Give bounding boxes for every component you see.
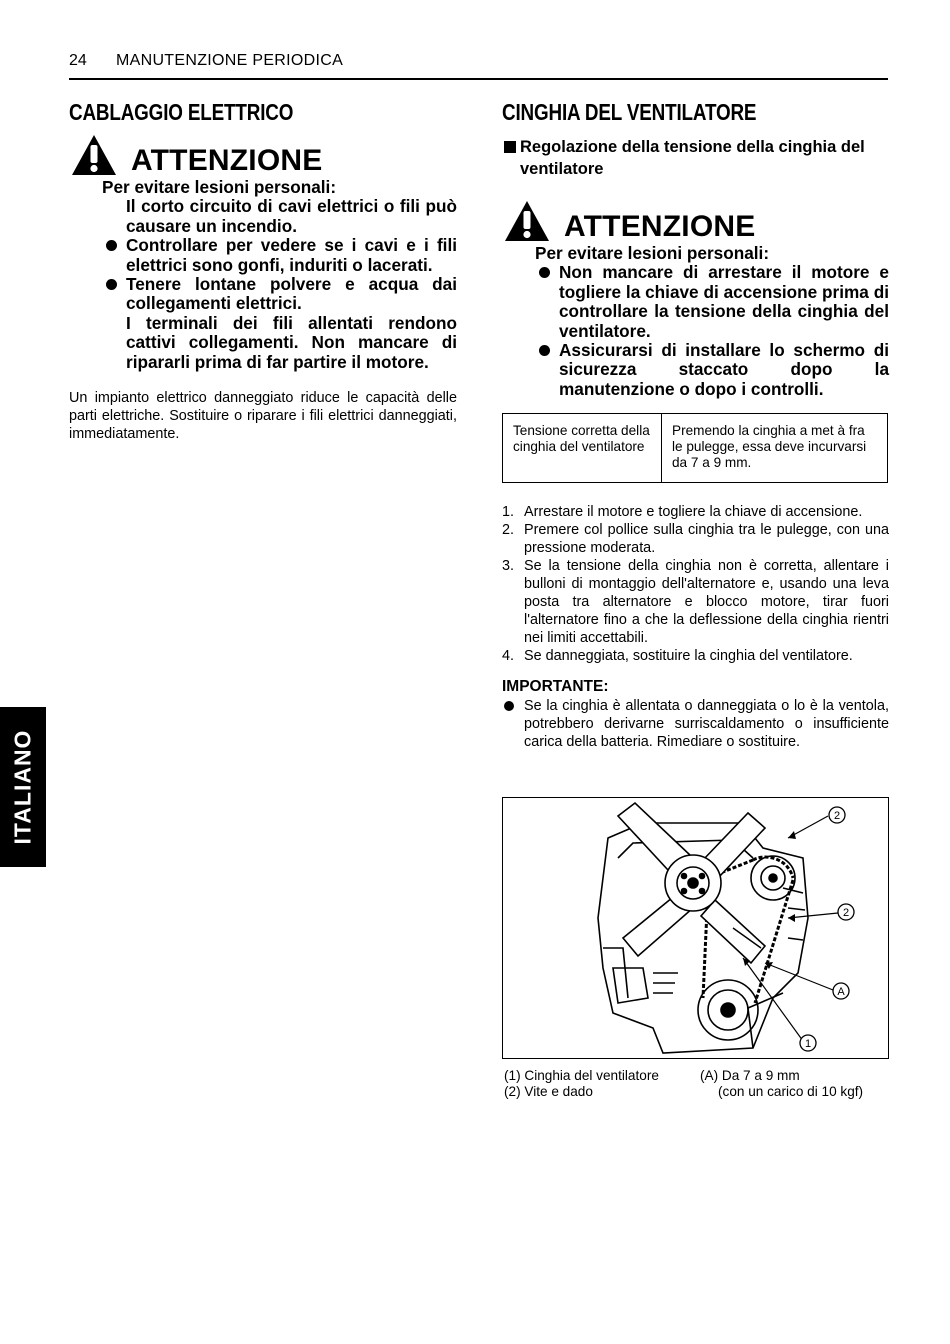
subsection-title bbox=[502, 136, 889, 180]
caption-line: (A) Da 7 a 9 mm bbox=[700, 1068, 800, 1083]
bullet-dot-icon bbox=[539, 345, 550, 356]
step-number: 1. bbox=[502, 504, 515, 521]
warning-bullet-text: Assicurarsi di installare lo schermo di sicurezza staccato dopo la manutenzione o dopo i controlli. bbox=[559, 340, 889, 399]
section-fan-belt bbox=[502, 96, 889, 751]
engine-fan-belt-figure bbox=[502, 797, 889, 1059]
important-note bbox=[502, 677, 889, 751]
page-header-title: MANUTENZIONE PERIODICA bbox=[116, 52, 344, 69]
warning-bullet-text: Tenere lontane polvere e acqua dai collegamenti elettrici. bbox=[126, 274, 457, 314]
subsection-title-text: Regolazione della tensione della cinghia del ventilatore bbox=[520, 138, 865, 178]
body-paragraph: Un impianto elettrico danneggiato riduce le capacità delle parti elettriche. Sostituire o riparare i fili elettrici danneggiati, immediatamente. bbox=[69, 390, 457, 443]
warning-bullet-text: Non mancare di arrestare il motore e togliere la chiave di accensione prima di controllare la tensione della cinghia del ventilatore. bbox=[559, 262, 889, 341]
step-text: Se danneggiata, sostituire la cinghia del ventilatore. bbox=[524, 648, 853, 665]
bullet-dot-icon bbox=[539, 267, 550, 278]
table-cell-value: Premendo la cinghia a met à fra le pulegge, essa deve incurvarsi da 7 a 9 mm. bbox=[662, 414, 888, 483]
callout-label: 2 bbox=[842, 907, 850, 919]
caption-right bbox=[700, 1068, 863, 1100]
warning-header bbox=[502, 200, 889, 244]
warning-bullet bbox=[69, 236, 457, 275]
bullet-dot-icon bbox=[106, 240, 117, 251]
belt-tension-table bbox=[502, 413, 888, 483]
step-number: 4. bbox=[502, 648, 515, 665]
list-item bbox=[502, 647, 889, 665]
list-item bbox=[502, 557, 889, 647]
table-cell-label: Tensione corretta della cinghia del ventilatore bbox=[503, 414, 662, 483]
warning-word: ATTENZIONE bbox=[564, 210, 756, 243]
important-item bbox=[502, 697, 889, 751]
step-number: 2. bbox=[502, 522, 515, 539]
bullet-dot-icon bbox=[106, 279, 117, 290]
warning-box bbox=[69, 134, 457, 372]
caption-line: (con un carico di 10 kgf) bbox=[718, 1084, 864, 1099]
warning-paragraph: I terminali dei fili allentati rendono cattivi collegamenti. Non mancare di ripararli prima di far partire il motore. bbox=[126, 312, 457, 372]
step-number: 3. bbox=[502, 558, 515, 575]
callout-label: 1 bbox=[804, 1038, 812, 1050]
step-text: Arrestare il motore e togliere la chiave di accensione. bbox=[524, 504, 863, 521]
callout-label: 2 bbox=[833, 810, 841, 822]
caption-left bbox=[504, 1068, 659, 1100]
language-tab-label: ITALIANO bbox=[9, 729, 36, 845]
procedure-steps bbox=[502, 503, 889, 665]
bullet-dot-icon bbox=[504, 701, 514, 711]
step-text: Se la tensione della cinghia non è corretta, allentare i bulloni di montaggio dell'alternatore e, usando una leva posta tra alternatore e blocco motore, tirar fuori l'alternatore fino a che la deflessione della cinghia rientri nei limiti accettabili. bbox=[524, 558, 889, 647]
caption-line: (2) Vite e dado bbox=[504, 1084, 593, 1099]
section-title: CINGHIA DEL VENTILATORE bbox=[502, 99, 757, 125]
page-header bbox=[69, 50, 888, 80]
list-item bbox=[502, 503, 889, 521]
table-row bbox=[503, 414, 888, 483]
square-bullet-icon bbox=[504, 141, 516, 153]
page-number: 24 bbox=[69, 52, 87, 69]
warning-triangle-icon bbox=[71, 134, 117, 176]
important-title: IMPORTANTE: bbox=[502, 678, 609, 696]
step-text: Premere col pollice sulla cinghia tra le pulegge, con una pressione moderata. bbox=[524, 522, 889, 557]
warning-lead: Per evitare lesioni personali: bbox=[102, 177, 337, 197]
warning-triangle-icon bbox=[504, 200, 550, 242]
section-electrical-wiring bbox=[69, 96, 457, 443]
warning-bullet bbox=[69, 275, 457, 314]
warning-paragraph: Il corto circuito di cavi elettrici o fili può causare un incendio. bbox=[126, 196, 457, 236]
important-text: Se la cinghia è allentata o danneggiata o lo è la ventola, potrebbero derivarne surriscaldamento o insufficiente carica della batteria. Rimediare o sostituire. bbox=[524, 698, 889, 751]
warning-box bbox=[502, 200, 889, 399]
language-side-tab bbox=[0, 707, 46, 867]
warning-bullet-text: Controllare per vedere se i cavi e i fili elettrici sono gonfi, induriti o lacerati. bbox=[126, 235, 457, 275]
list-item bbox=[502, 521, 889, 557]
warning-word: ATTENZIONE bbox=[131, 144, 323, 177]
warning-bullet bbox=[502, 341, 889, 399]
engine-illustration bbox=[503, 798, 888, 1058]
warning-header bbox=[69, 134, 457, 178]
caption-line: (1) Cinghia del ventilatore bbox=[504, 1068, 659, 1083]
warning-bullet bbox=[502, 263, 889, 341]
warning-lead: Per evitare lesioni personali: bbox=[535, 243, 770, 263]
section-title: CABLAGGIO ELETTRICO bbox=[69, 99, 294, 125]
callout-label: A bbox=[837, 986, 845, 998]
